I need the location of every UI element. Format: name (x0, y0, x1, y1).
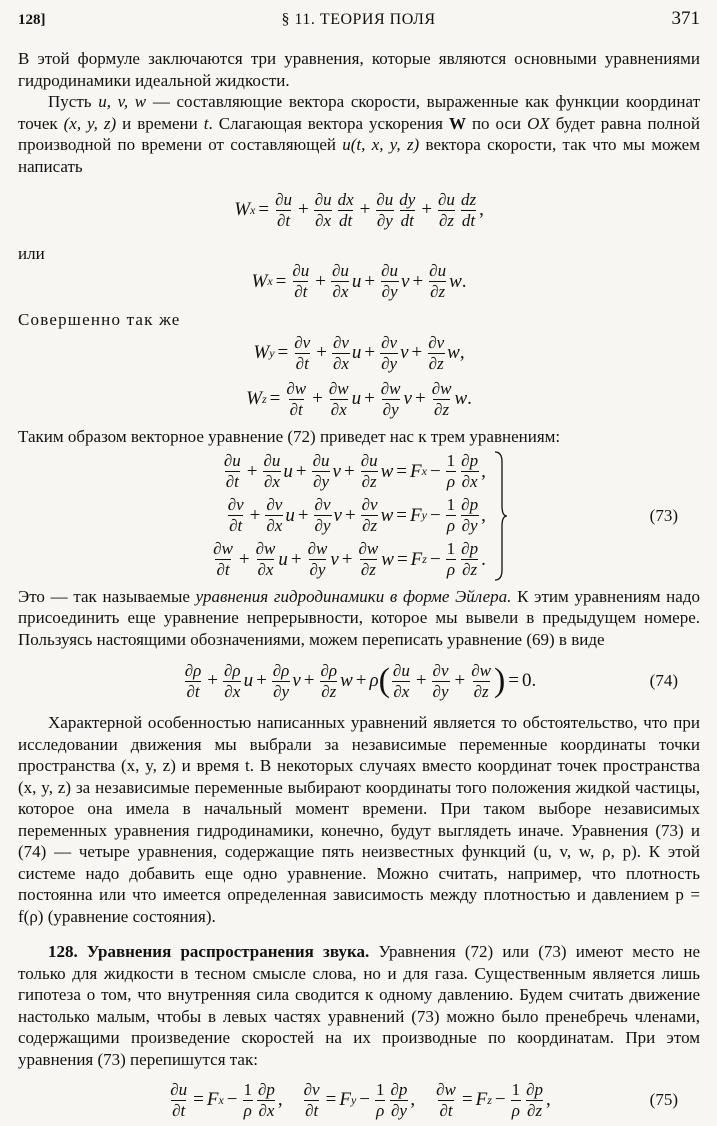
header-chapter-title: § 11. ТЕОРИЯ ПОЛЯ (281, 11, 436, 28)
equation-75: $\frac{\partial u}{\partial t}$ = F x − $\frac{1}{\rho}$ $\frac{\partial p}{\partial x}$ , $\frac{\partial v}{\partial t}$ = F y − $\frac{1}{\rho}$ $\frac{\partial p}{\partial y}$ , $\frac{\partial w}{\partial t}$ = F z − $\frac{1}{\rho}$ $\frac{\partial p}{\partial z}$ , (75) (170, 1079, 678, 1120)
equation-74: $\frac{\partial\rho}{\partial t}$ + $\frac{\partial\rho}{\partial x}$ u + $\frac{\partial\rho}{\partial y}$ v + $\frac{\partial\rho}{\partial z}$ w + ρ ( $\frac{\partial u}{\partial x}$ + $\frac{\partial v}{\partial y}$ + $\frac{\partial w}{\partial z}$ ) = 0. (74) (184, 660, 678, 701)
word-similarly: Совершенно так же (18, 309, 181, 329)
paragraph-3: Таким образом векторное уравнение (72) приведет нас к трем уравнениям: (18, 427, 561, 446)
system-row-z: $\frac{\partial w}{\partial t}$ + $\frac{\partial w}{\partial x}$ u + $\frac{\partial w}{\partial y}$ v + $\frac{\partial w}{\partial z}$ w = F z − $\frac{1}{\rho}$ $\frac{\partial p}{\partial z}$ . (213, 539, 486, 579)
paragraph-2: Пусть u, v, w — составляющие вектора скорости, выраженные как функции координат точек (x, y, z) и времени t. Слагающая вектора ускорения W по оси OX будет равна полной производной по времени от составляющей u(t, x, y, z) вектора скорости, так что мы можем написать (18, 92, 701, 176)
system-row-x: $\frac{\partial u}{\partial t}$ + $\frac{\partial u}{\partial x}$ u + $\frac{\partial u}{\partial y}$ v + $\frac{\partial u}{\partial z}$ w = F x − $\frac{1}{\rho}$ $\frac{\partial p}{\partial x}$ , (223, 451, 486, 491)
equation-number-74: (74) (649, 671, 678, 690)
page-header (18, 8, 700, 48)
section-128-title: 128. Уравнения распространения звука. (48, 942, 370, 961)
equation-wy: W y = $\frac{\partial v}{\partial t}$ + $\frac{\partial v}{\partial x}$ u + $\frac{\partial v}{\partial y}$ v + $\frac{\partial v}{\partial z}$ w , (253, 332, 465, 373)
equation-number-73: (73) (649, 505, 678, 525)
paragraph-6: 128. Уравнения распространения звука. Уравнения (72) или (73) имеют место не только для жидкости в тесном смысле слова, но и для газа. Существенным является лишь гипотеза о том, что внутренняя сила сводится к одному давлению. Будем считать движение настолько малым, чтобы в левых частях уравнений (73) можно было пренебречь членами, содержащими произведение скоростей на их производные по координатам. При этом уравнения (73) перепишутся так: (18, 942, 700, 1069)
paragraph-4: Это — так называемые уравнения гидродинамики в форме Эйлера. К этим уравнениям надо присоединить еще уравнение непрерывности, которое мы вывели в предыдущем номере. Пользуясь настоящими обозначениями, можем переписать уравнение (69) в виде (18, 586, 700, 649)
equation-wx-full: W x = $\frac{\partial u}{\partial t}$ + $\frac{\partial u}{\partial x}$ $\frac{dx}{dt}$ + $\frac{\partial u}{\partial y}$ $\frac{dy}{dt}$ + $\frac{\partial u}{\partial z}$ $\frac{dz}{dt}$ , (234, 189, 484, 230)
right-brace (494, 450, 508, 582)
equation-wx-short: W x = $\frac{\partial u}{\partial t}$ + $\frac{\partial u}{\partial x}$ u + $\frac{\partial u}{\partial y}$ v + $\frac{\partial u}{\partial z}$ w . (251, 261, 467, 301)
paragraph-1: В этой формуле заключаются три уравнения, которые являются основными уравнениями гидродинамики идеальной жидкости. (18, 49, 700, 90)
system-row-y: $\frac{\partial v}{\partial t}$ + $\frac{\partial v}{\partial x}$ u + $\frac{\partial v}{\partial y}$ v + $\frac{\partial v}{\partial z}$ w = F y − $\frac{1}{\rho}$ $\frac{\partial p}{\partial y}$ , (227, 495, 486, 535)
header-section-number: 128] (18, 12, 46, 28)
word-or: или (18, 244, 45, 263)
equation-wz: W z = $\frac{\partial w}{\partial t}$ + $\frac{\partial w}{\partial x}$ u + $\frac{\partial w}{\partial y}$ v + $\frac{\partial w}{\partial z}$ w . (246, 378, 472, 419)
paragraph-5: Характерной особенностью написанных уравнений является то обстоятельство, что при исследовании движения мы выбрали за независимые переменные координаты точки пространства (x, y, z) и время t. В некоторых случаях вместо координат точек пространства (x, y, z) за независимые переменные выбирают координаты того положения жидкой частицы, которое она имела в начальный момент времени. При таком выборе независимых переменных уравнения гидродинамики, конечно, будут выглядеть иначе. Уравнения (73) и (74) — четыре уравнения, содержащие пять неизвестных функций (u, v, w, ρ, p). К этой системе надо добавить еще одно уравнение. Можно считать, например, что плотность постоянна или что имеется определенная зависимость между плотностью и давлением p = f(ρ) (уравнение состояния). (18, 713, 700, 926)
equation-system-73 (18, 450, 700, 582)
equation-number-75: (75) (649, 1090, 678, 1109)
page-number: 371 (671, 8, 700, 29)
